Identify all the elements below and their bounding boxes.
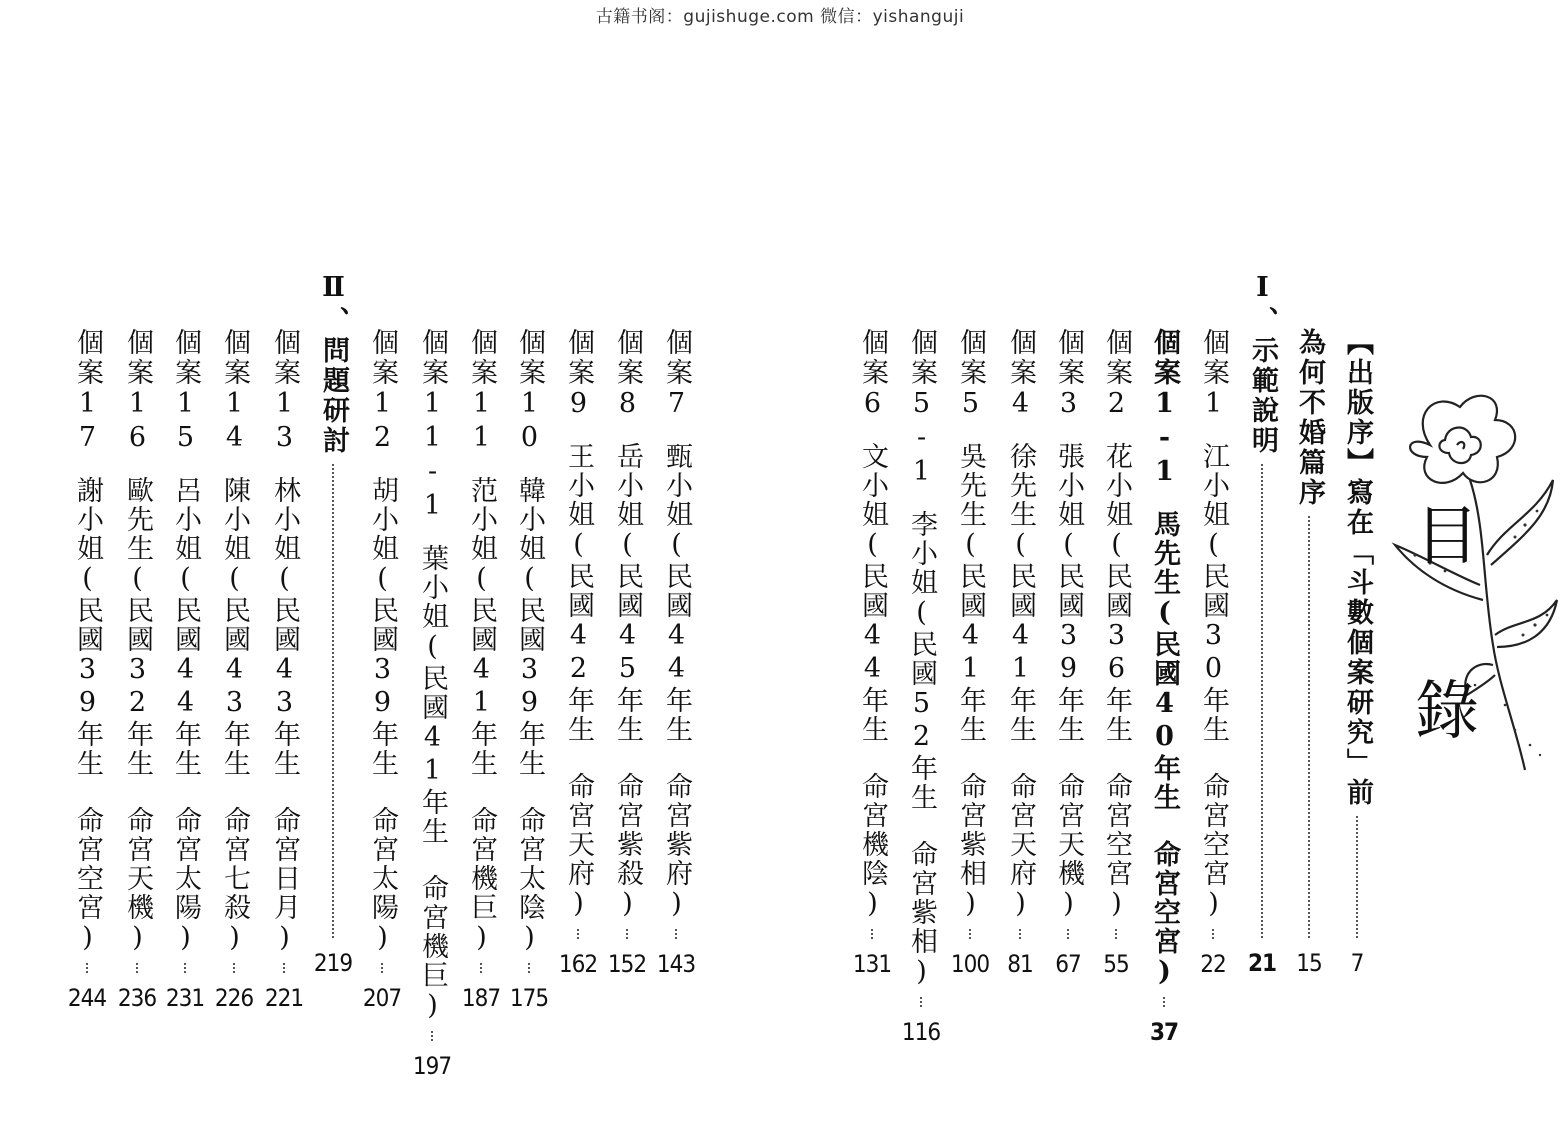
toc-page-number: 231 — [165, 984, 205, 1012]
toc-preface-label: 【出版序】寫在「斗數個案研究」前 — [1342, 328, 1373, 808]
case-label: 個案14 — [219, 328, 250, 456]
toc-page-number: 207 — [362, 984, 402, 1012]
toc-entry-case[interactable] — [362, 328, 402, 1012]
dot-leader — [136, 963, 138, 973]
case-label: 個案4 — [1005, 328, 1036, 422]
toc-entry-preface[interactable] — [1337, 328, 1377, 978]
toc-page-number: 236 — [117, 984, 157, 1012]
case-label: 個案15 — [170, 328, 201, 456]
case-subject: 江小姐(民國30年生 — [1198, 442, 1229, 744]
dot-leader — [233, 963, 235, 973]
dot-leader — [626, 929, 628, 939]
case-subject: 吳先生(民國41年生 — [955, 442, 986, 744]
case-subject: 花小姐(民國36年生 — [1101, 442, 1132, 744]
case-subject: 范小姐(民國41年生 — [466, 476, 497, 778]
toc-page-number: 21 — [1247, 949, 1277, 977]
toc-entry-case[interactable] — [1193, 328, 1233, 978]
case-subject: 歐先生(民國32年生 — [122, 476, 153, 778]
toc-title-char-2: 錄 — [1415, 675, 1479, 749]
toc-page-number: 221 — [264, 984, 304, 1012]
toc-entry-case[interactable] — [165, 328, 205, 1012]
dot-leader — [1115, 929, 1117, 939]
case-label: 個案16 — [122, 328, 153, 456]
toc-entry-case[interactable] — [901, 328, 941, 1046]
toc-page-number: 100 — [950, 950, 990, 978]
case-ming-gong: 命宮天機) — [122, 806, 153, 955]
dot-leader — [969, 929, 971, 939]
dot-leader — [480, 963, 482, 973]
toc-entry-case[interactable] — [117, 328, 157, 1012]
toc-page-number: 187 — [461, 984, 501, 1012]
toc-page-number: 7 — [1350, 949, 1364, 977]
toc-page-number: 55 — [1103, 950, 1129, 978]
toc-page-number: 219 — [313, 949, 353, 977]
toc-page-number: 162 — [558, 950, 598, 978]
case-label: 個案11 — [466, 328, 497, 456]
dot-leader — [86, 963, 88, 973]
case-ming-gong: 命宮太陽) — [367, 806, 398, 955]
case-label: 個案1-1 — [1149, 328, 1180, 490]
case-label: 個案5-1 — [906, 328, 937, 490]
dot-leader — [381, 963, 383, 973]
case-label: 個案7 — [661, 328, 692, 422]
case-ming-gong: 命宮紫殺) — [612, 772, 643, 921]
toc-entry-case[interactable] — [1144, 328, 1184, 1046]
toc-page-number: 81 — [1007, 950, 1033, 978]
case-subject: 岳小姐(民國45年生 — [612, 442, 643, 744]
case-label: 個案9 — [563, 328, 594, 422]
dot-leader — [675, 929, 677, 939]
case-label: 個案8 — [612, 328, 643, 422]
dot-leader — [1308, 516, 1310, 938]
case-ming-gong: 命宮天機) — [1053, 772, 1084, 921]
case-ming-gong: 命宮日月) — [269, 806, 300, 955]
case-subject: 張小姐(民國39年生 — [1053, 442, 1084, 744]
dot-leader — [1261, 464, 1263, 938]
case-label: 個案10 — [514, 328, 545, 456]
toc-section-1[interactable] — [1242, 272, 1282, 978]
toc-page-number: 175 — [509, 984, 549, 1012]
case-ming-gong: 命宮紫相) — [906, 840, 937, 989]
dot-leader — [528, 963, 530, 973]
case-subject: 馬先生(民國40年生 — [1149, 510, 1180, 812]
toc-entry-case[interactable] — [558, 328, 598, 978]
case-subject: 韓小姐(民國39年生 — [514, 476, 545, 778]
toc-entry-case[interactable] — [264, 328, 304, 1012]
toc-entry-case[interactable] — [67, 328, 107, 1012]
case-ming-gong: 命宮紫府) — [661, 772, 692, 921]
case-ming-gong: 命宮機巨) — [466, 806, 497, 955]
case-label: 個案2 — [1101, 328, 1132, 422]
watermark: 古籍书阁：gujishuge.com 微信：yishanguji — [595, 7, 965, 27]
dot-leader — [431, 1031, 433, 1041]
toc-section-2[interactable] — [313, 272, 353, 978]
case-label: 個案13 — [269, 328, 300, 456]
dot-leader — [1163, 997, 1165, 1007]
case-subject: 謝小姐(民國39年生 — [72, 476, 103, 778]
toc-page-number: 15 — [1296, 949, 1322, 977]
case-subject: 徐先生(民國41年生 — [1005, 442, 1036, 744]
dot-leader — [184, 963, 186, 973]
case-subject: 葉小姐(民國41年生 — [417, 544, 448, 846]
toc-entry-case[interactable] — [412, 328, 452, 1080]
case-ming-gong: 命宮空宮) — [1101, 772, 1132, 921]
case-ming-gong: 命宮太陽) — [170, 806, 201, 955]
case-subject: 胡小姐(民國39年生 — [367, 476, 398, 778]
toc-page-number: 244 — [67, 984, 107, 1012]
toc-page-number: 67 — [1055, 950, 1081, 978]
dot-leader — [1067, 929, 1069, 939]
dot-leader — [1212, 929, 1214, 939]
toc-entry-case[interactable] — [509, 328, 549, 1012]
case-label: 個案1 — [1198, 328, 1229, 422]
dot-leader — [332, 464, 334, 938]
toc-page-number: 116 — [901, 1018, 941, 1046]
toc-entry-case[interactable] — [461, 328, 501, 1012]
case-subject: 文小姐(民國44年生 — [857, 442, 888, 744]
dot-leader — [577, 929, 579, 939]
toc-page-number: 197 — [412, 1052, 452, 1080]
dot-leader — [871, 929, 873, 939]
toc-entry-why-not-marry[interactable] — [1289, 328, 1329, 978]
dot-leader — [1019, 929, 1021, 939]
case-label: 個案17 — [72, 328, 103, 456]
toc-section-2-label: Ⅱ、問題研討 — [318, 272, 349, 456]
toc-page-number: 152 — [607, 950, 647, 978]
case-ming-gong: 命宮紫相) — [955, 772, 986, 921]
toc-entry-case[interactable] — [656, 328, 696, 978]
toc-entry-case[interactable] — [950, 328, 990, 978]
toc-page-number: 226 — [214, 984, 254, 1012]
toc-page-number: 131 — [852, 950, 892, 978]
toc-entry-case[interactable] — [852, 328, 892, 978]
case-subject: 李小姐(民國52年生 — [906, 510, 937, 812]
case-ming-gong: 命宮天府) — [563, 772, 594, 921]
case-subject: 呂小姐(民國44年生 — [170, 476, 201, 778]
case-subject: 陳小姐(民國43年生 — [219, 476, 250, 778]
case-ming-gong: 命宮機巨) — [417, 874, 448, 1023]
toc-entry-case[interactable] — [1048, 328, 1088, 978]
case-ming-gong: 命宮機陰) — [857, 772, 888, 921]
case-label: 個案3 — [1053, 328, 1084, 422]
dot-leader — [920, 997, 922, 1007]
case-label: 個案12 — [367, 328, 398, 456]
toc-page-number: 143 — [656, 950, 696, 978]
case-ming-gong: 命宮空宮) — [1198, 772, 1229, 921]
case-ming-gong: 命宮空宮) — [72, 806, 103, 955]
case-subject: 甄小姐(民國44年生 — [661, 442, 692, 744]
dot-leader — [1356, 816, 1358, 938]
toc-page-number: 22 — [1200, 950, 1226, 978]
case-subject: 林小姐(民國43年生 — [269, 476, 300, 778]
case-label: 個案6 — [857, 328, 888, 422]
toc-section-1-label: Ⅰ、示範說明 — [1247, 272, 1278, 456]
case-ming-gong: 命宮太陰) — [514, 806, 545, 955]
toc-entry-case[interactable] — [607, 328, 647, 978]
case-ming-gong: 命宮七殺) — [219, 806, 250, 955]
case-label: 個案5 — [955, 328, 986, 422]
toc-entry-case[interactable] — [1096, 328, 1136, 978]
toc-title-char-1: 目 — [1415, 500, 1479, 574]
toc-why-label: 為何不婚篇序 — [1294, 328, 1325, 508]
case-label: 個案11-1 — [417, 328, 448, 524]
dot-leader — [283, 963, 285, 973]
toc-entry-case[interactable] — [214, 328, 254, 1012]
case-ming-gong: 命宮天府) — [1005, 772, 1036, 921]
case-ming-gong: 命宮空宮) — [1149, 840, 1180, 989]
toc-page-number: 37 — [1149, 1018, 1179, 1046]
case-subject: 王小姐(民國42年生 — [563, 442, 594, 744]
toc-entry-case[interactable] — [1000, 328, 1040, 978]
